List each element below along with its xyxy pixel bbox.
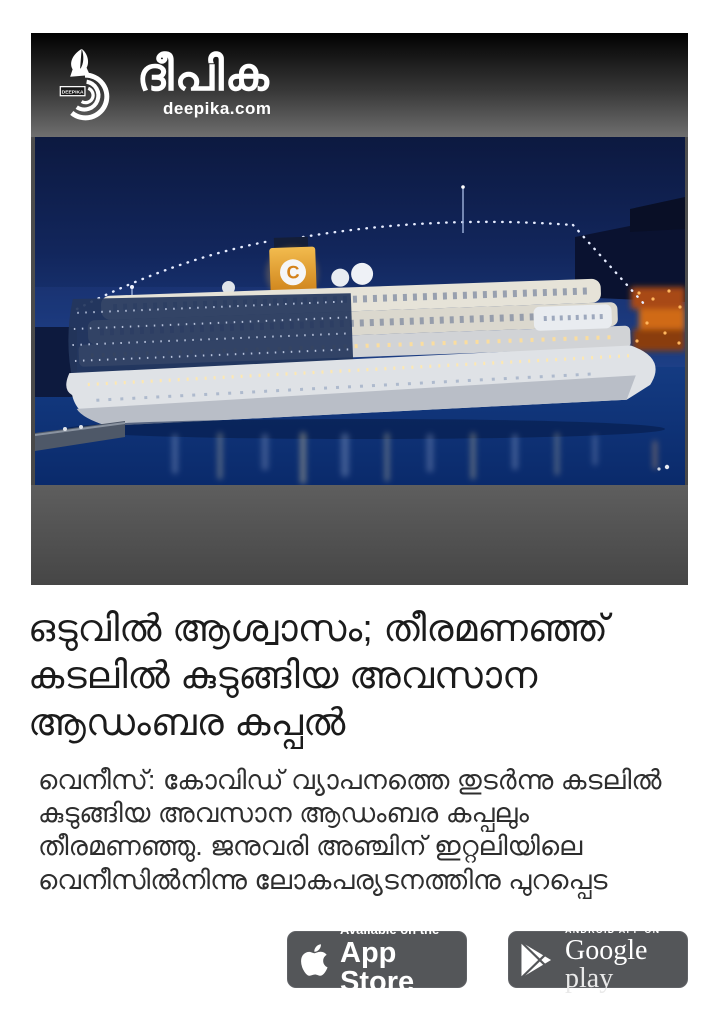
article-photo-cruise-ship[interactable] <box>35 137 685 485</box>
article-body: വെനീസ്: കോവിഡ് വ്യാപനത്തെ തുടർന്നു കടലിൽ കുടുങ്ങിയ അവസാന ആഡംബര കപ്പലും തീരമണഞ്ഞു. ജനുവരി അഞ്ചിന് ഇറ്റലിയിലെ വെനീസിൽനിന്നു ലോകപര്യടനത്തിനു പുറപ്പെട <box>38 765 662 895</box>
logo-label: DEEPIKA <box>61 90 84 96</box>
news-card <box>31 33 688 585</box>
apple-icon <box>288 942 340 978</box>
google-wordmark: Google <box>565 935 648 966</box>
funnel-letter: C <box>286 262 300 283</box>
brand-domain: deepika.com <box>163 99 272 118</box>
google-play-tagline: ANDROID APP ON <box>565 925 661 935</box>
card-header <box>31 33 688 137</box>
card-footer <box>31 485 688 585</box>
app-store-label: App Store <box>340 936 415 998</box>
google-play-badge[interactable] <box>508 925 688 994</box>
app-store-tagline: Available on the <box>340 921 440 937</box>
cruise-ship-night-illustration <box>35 137 685 485</box>
brand-wordmark: ദീപിക <box>137 48 270 100</box>
deepika-logo[interactable] <box>57 47 272 123</box>
google-play-label <box>565 937 687 993</box>
deepika-lamp-icon <box>57 47 131 123</box>
google-play-icon <box>509 940 565 980</box>
app-store-badge[interactable] <box>287 921 467 998</box>
article-headline: ഒടുവിൽ ആശ്വാസം; തീരമണഞ്ഞ് കടലിൽ കുടുങ്ങിയ അവസാന ആഡംബര കപ്പൽ <box>28 608 608 745</box>
play-wordmark: play <box>565 963 614 994</box>
store-badges <box>287 921 688 998</box>
